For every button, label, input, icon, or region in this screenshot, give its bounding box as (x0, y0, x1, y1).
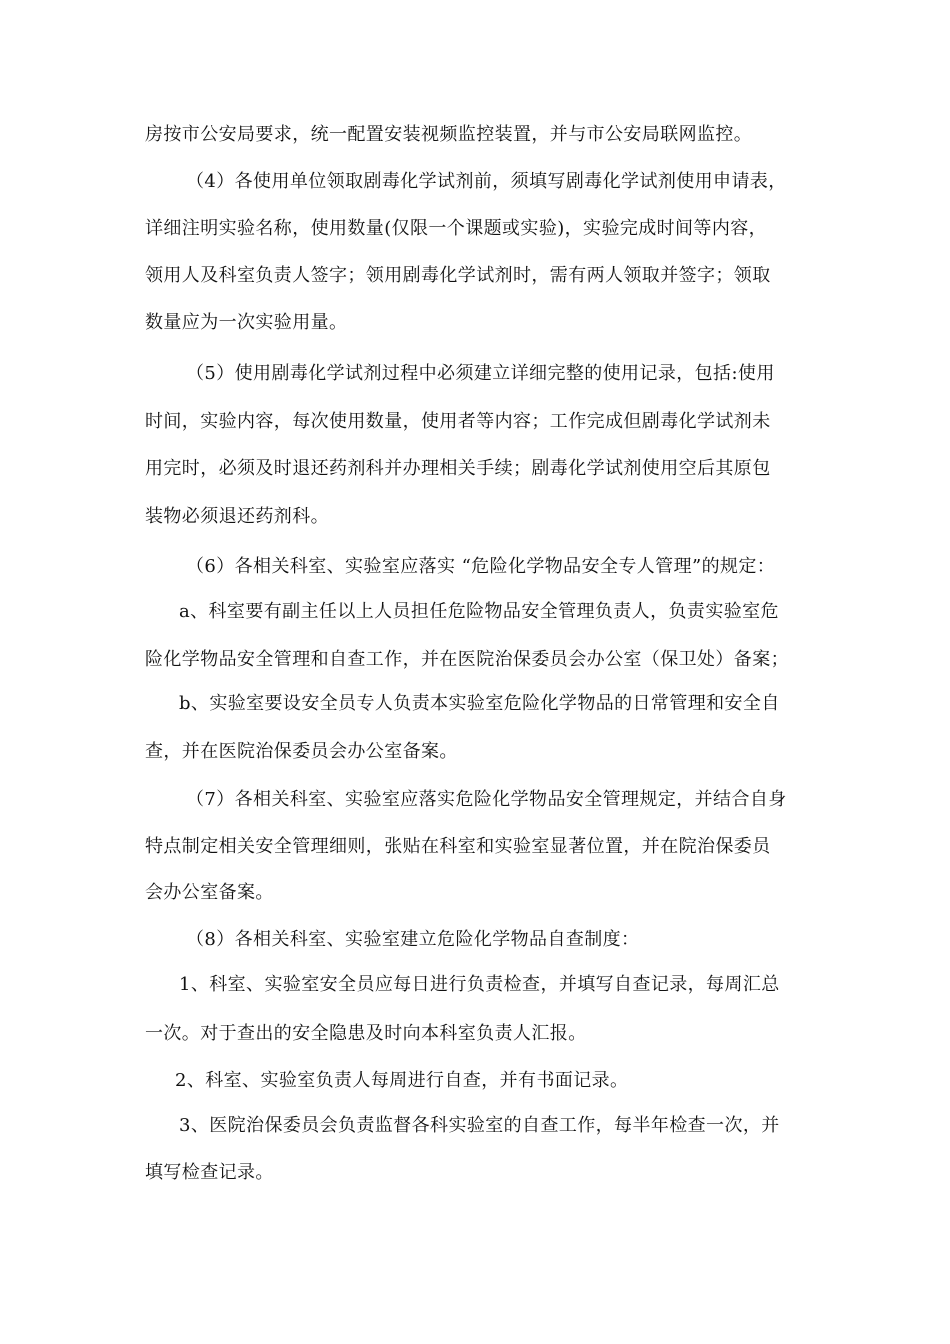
text-line-11: a、科室要有副主任以上人员担任危险物品安全管理负责人，负责实验室危 (179, 601, 779, 622)
text-line-3: 详细注明实验名称，使用数量(仅限一个课题或实验)，实验完成时间等内容， (145, 218, 768, 239)
text-line-13: b、实验室要设安全员专人负责本实验室危险化学物品的日常管理和安全自 (179, 693, 780, 714)
text-line-18: （8）各相关科室、实验室建立危险化学物品自查制度： (186, 929, 640, 950)
text-line-20: 一次。对于查出的安全隐患及时向本科室负责人汇报。 (145, 1023, 587, 1044)
text-line-9: 装物必须退还药剂科。 (145, 506, 329, 527)
text-line-15: （7）各相关科室、实验室应落实危险化学物品安全管理规定，并结合自身 (186, 789, 787, 810)
text-line-19: 1、科室、实验室安全员应每日进行负责检查，并填写自查记录，每周汇总 (179, 974, 780, 995)
text-line-12: 险化学物品安全管理和自查工作，并在医院治保委员会办公室（保卫处）备案； (145, 649, 789, 670)
text-line-16: 特点制定相关安全管理细则，张贴在科室和实验室显著位置，并在院治保委员 (145, 836, 771, 857)
text-line-14: 查，并在医院治保委员会办公室备案。 (145, 741, 458, 762)
text-line-6: （5）使用剧毒化学试剂过程中必须建立详细完整的使用记录，包括:使用 (186, 363, 775, 384)
text-line-21: 2、科室、实验室负责人每周进行自查，并有书面记录。 (175, 1070, 629, 1091)
text-line-23: 填写检查记录。 (145, 1162, 274, 1183)
text-line-1: 房按市公安局要求，统一配置安装视频监控装置，并与市公安局联网监控。 (145, 124, 753, 145)
text-line-22: 3、医院治保委员会负责监督各科实验室的自查工作，每半年检查一次，并 (179, 1115, 780, 1136)
text-line-4: 领用人及科室负责人签字；领用剧毒化学试剂时，需有两人领取并签字；领取 (145, 265, 771, 286)
text-line-5: 数量应为一次实验用量。 (145, 312, 348, 333)
text-line-2: （4）各使用单位领取剧毒化学试剂前，须填写剧毒化学试剂使用申请表， (186, 171, 787, 192)
text-line-10: （6）各相关科室、实验室应落实 “危险化学物品安全专人管理”的规定： (186, 556, 776, 577)
text-line-8: 用完时，必须及时退还药剂科并办理相关手续；剧毒化学试剂使用空后其原包 (145, 458, 771, 479)
text-line-7: 时间，实验内容，每次使用数量，使用者等内容；工作完成但剧毒化学试剂未 (145, 411, 771, 432)
text-line-17: 会办公室备案。 (145, 882, 274, 903)
